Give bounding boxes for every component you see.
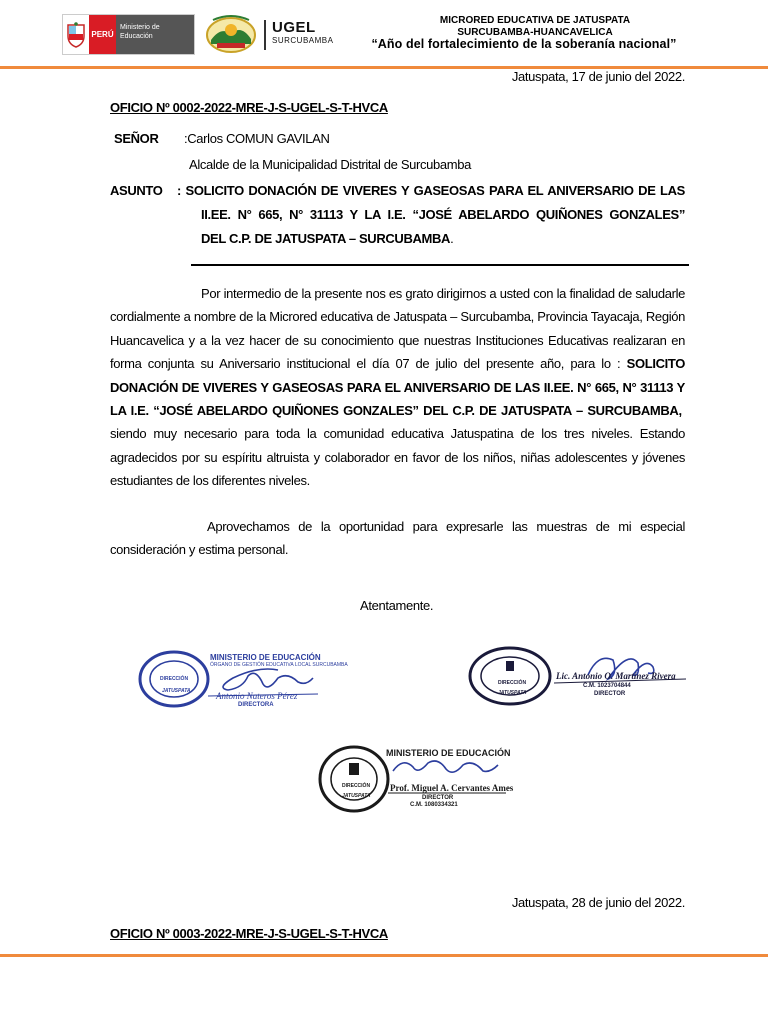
closing: Atentamente.	[360, 598, 434, 613]
peru-ministry-logo	[62, 14, 195, 55]
stamp-right-inner: DIRECCIÓN	[498, 680, 527, 686]
header-microred: MICRORED EDUCATIVA DE JATUSPATA	[439, 15, 631, 26]
signature-center-name: Prof. Miguel A. Cervantes Ames	[390, 783, 514, 793]
next-letter-reference: OFICIO Nº 0003-2022-MRE-J-S-UGEL-S-T-HVCA	[110, 926, 388, 941]
body-paragraph-1	[110, 282, 685, 493]
signature-center-cm: C.M. 1080334321	[410, 802, 458, 808]
signature-left-name: Antonio Nateros Pérez	[216, 691, 298, 701]
header-motto: “Año del fortalecimiento de la soberanía nacional”	[371, 37, 677, 51]
signature-right-role: DIRECTOR	[594, 691, 626, 697]
ministry-label: Ministerio de Educación	[116, 15, 194, 54]
stamp-right-bottom: JATUSPATA	[498, 690, 527, 696]
body-paragraph-2-text: Aprovechamos de la oportunidad para expresarle las muestras de mi especial consideración y estima personal.	[110, 519, 685, 558]
signature-block-right	[468, 645, 690, 707]
letter-date: Jatuspata, 17 de junio del 2022.	[511, 69, 685, 84]
signature-center-role: DIRECTOR	[422, 795, 454, 801]
recipient-label: SEÑOR	[114, 131, 159, 146]
letter-reference: OFICIO Nº 0002-2022-MRE-J-S-UGEL-S-T-HVCA	[110, 100, 388, 115]
signature-right-name: Lic. Antonio O. Martínez Rivera	[556, 671, 676, 681]
ugel-subtitle: SURCUBAMBA	[272, 36, 334, 45]
peru-label: PERÚ	[89, 15, 116, 54]
stamp-center-inner: DIRECCIÓN	[342, 783, 371, 789]
subject-line-3: DEL C.P. DE JATUSPATA – SURCUBAMBA	[201, 231, 451, 246]
header-location: SURCUBAMBA-HUANCAVELICA	[457, 27, 613, 38]
body-paragraph-1-end: siendo muy necesario para toda la comunidad educativa Jatuspatina de los tres niveles. Estando agradecidos por su espíritu altruista y colaborador en favor de los niños, niñas adolescentes y jóvenes estudiantes de los diferentes niveles.	[110, 426, 685, 489]
subject-line-3-wrap	[201, 231, 453, 246]
signature-left-role: DIRECTORA	[238, 702, 274, 708]
ugel-wordmark	[264, 20, 354, 50]
recipient-title: Alcalde de la Municipalidad Distrital de Surcubamba	[189, 157, 472, 172]
body-paragraph-1-request: SOLICITO DONACIÓN DE VIVERES Y GASEOSAS PARA EL ANIVERSARIO DE LAS II.EE. N° 665, N° 31113 Y LA I.E. “JOSÉ ABELARDO QUIÑONES GONZALES” DEL C.P. DE JATUSPATA – SURCUBAMBA,	[110, 356, 686, 419]
signature-block-center	[318, 743, 513, 815]
stamp-left-bottom: JATUSPATA	[162, 688, 191, 694]
footer-divider	[0, 954, 768, 957]
subject-line-1: : SOLICITO DONACIÓN DE VIVERES Y GASEOSAS PARA EL ANIVERSARIO DE LAS	[177, 183, 685, 198]
seal-left-title: MINISTERIO DE EDUCACIÓN	[210, 653, 321, 662]
subject-line-2: II.EE. N° 665, N° 31113 Y LA I.E. “JOSÉ ABELARDO QUIÑONES GONZALES”	[201, 207, 685, 222]
ugel-emblem-icon	[205, 14, 257, 54]
subject-rule	[191, 264, 689, 266]
body-paragraph-2	[110, 515, 685, 562]
body-paragraph-1-start: Por intermedio de la presente nos es grato dirigirnos a usted con la finalidad de saludarle cordialmente a nombre de la Microred educativa de Jatuspata – Surcubamba, Provincia Tayacaja, Región Huancavelica y a la vez hacer de su conocimiento que nuestras Instituciones Educativas realizaran en forma conjunta su Aniversario institucional el día 07 de julio del presente año, para lo :	[110, 286, 685, 372]
seal-center-title: MINISTERIO DE EDUCACIÓN	[386, 748, 511, 758]
peru-shield-icon	[63, 15, 89, 54]
stamp-left-inner: DIRECCIÓN	[160, 676, 189, 682]
ugel-name: UGEL	[272, 19, 316, 36]
signature-block-left	[138, 648, 348, 712]
subject-period: .	[450, 231, 454, 246]
stamp-center-bottom: JATUSPATA	[342, 793, 371, 799]
signature-right-cm: C.M. 1023704844	[583, 683, 631, 689]
recipient-name: :Carlos COMUN GAVILAN	[184, 131, 330, 146]
seal-left-subtitle: ÓRGANO DE GESTIÓN EDUCATIVA LOCAL SURCUBAMBA	[210, 662, 348, 668]
next-letter-date: Jatuspata, 28 de junio del 2022.	[511, 895, 685, 910]
subject-label: ASUNTO	[110, 183, 163, 198]
